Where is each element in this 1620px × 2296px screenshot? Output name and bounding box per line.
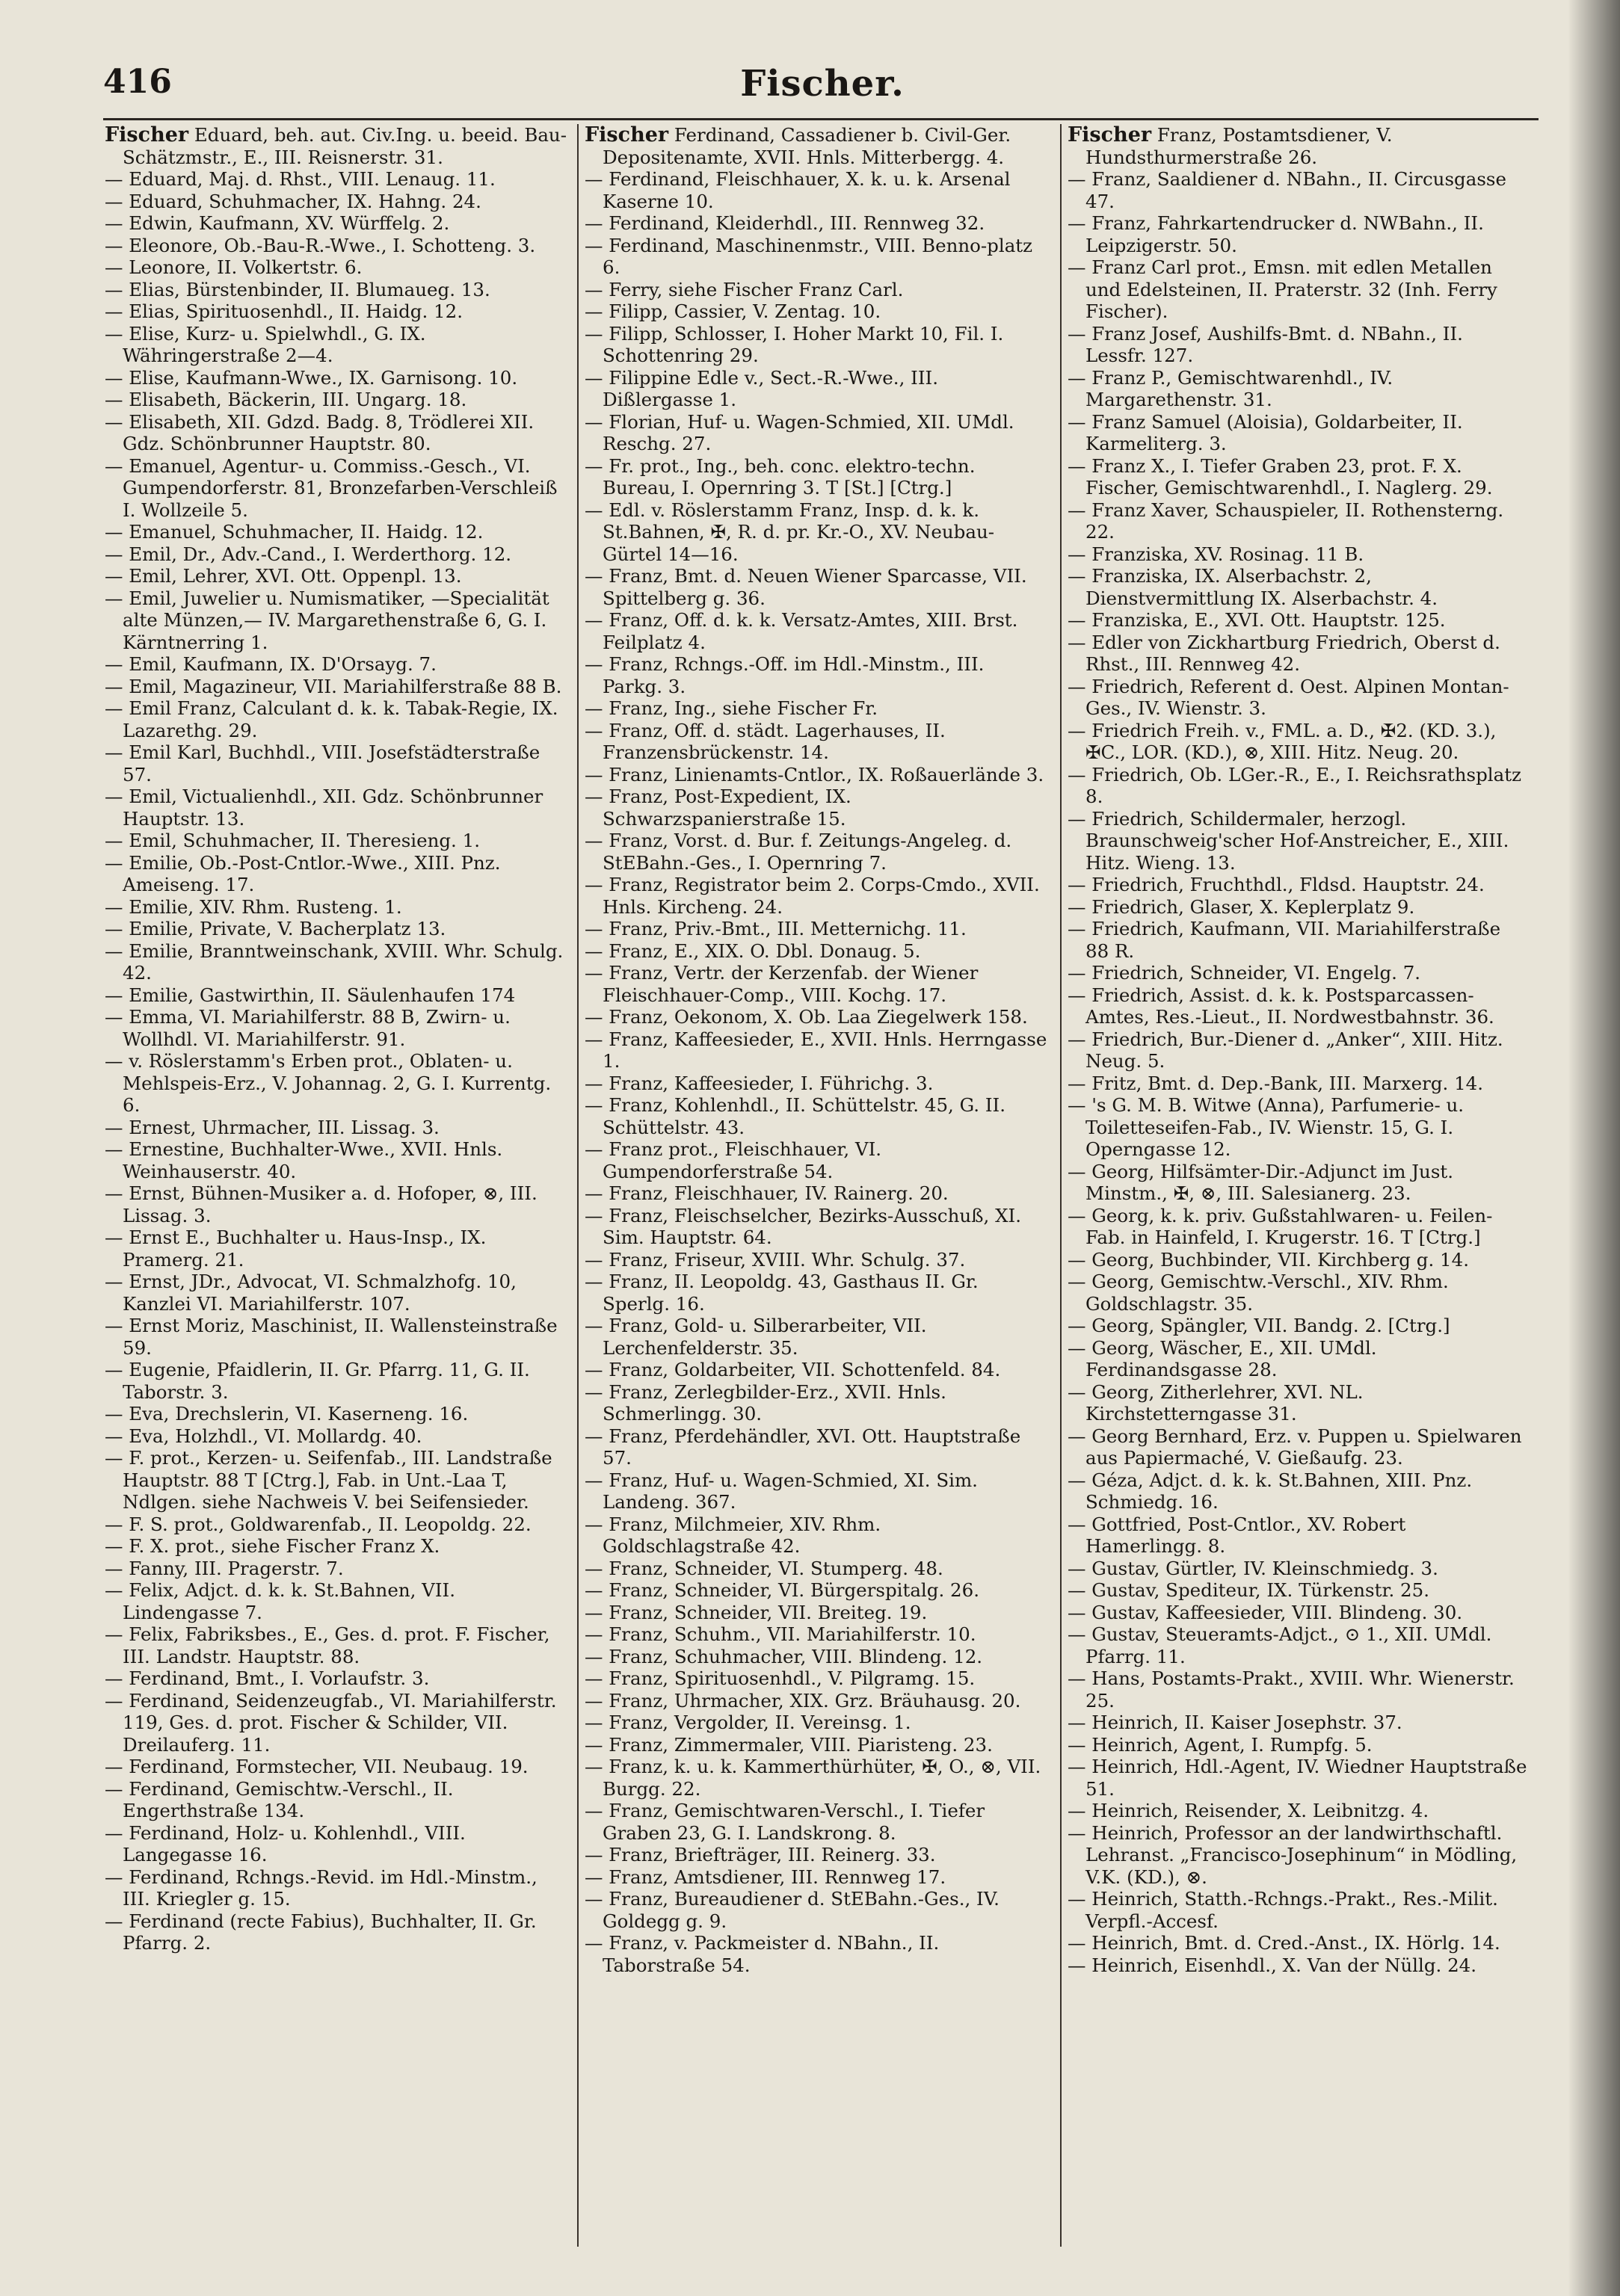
directory-entry: — Filipp, Cassier, V. Zentag. 10.	[585, 300, 881, 322]
directory-entry: — Emil, Kaufmann, IX. D'Orsayg. 7.	[105, 653, 437, 675]
directory-entry: — Franz Josef, Aushilfs-Bmt. d. NBahn., II. Lessfr. 127.	[1068, 322, 1463, 366]
directory-entry: — Franziska, XV. Rosinag. 11 B.	[1068, 543, 1364, 565]
directory-entry: — Franz, Bureaudiener d. StEBahn.-Ges., IV. Goldegg g. 9.	[585, 1888, 1000, 1932]
directory-entry: — Friedrich, Ob. LGer.-R., E., I. Reichsrathsplatz 8.	[1068, 763, 1521, 807]
directory-entry: — Heinrich, Hdl.-Agent, IV. Wiedner Hauptstraße 51.	[1068, 1756, 1527, 1800]
page-heading: Fischer.	[740, 63, 905, 105]
directory-entry: — Gustav, Spediteur, IX. Türkenstr. 25.	[1068, 1579, 1430, 1601]
directory-entry: — Georg, Buchbinder, VII. Kirchberg g. 14.	[1068, 1248, 1470, 1271]
directory-entry: — Friedrich, Kaufmann, VII. Mariahilferstraße 88 R.	[1068, 918, 1501, 962]
directory-entry: — Franz, Kaffeesieder, I. Führichg. 3.	[585, 1072, 934, 1094]
directory-entry: — Elias, Spirituosenhdl., II. Haidg. 12.	[105, 300, 463, 322]
directory-entry: Fischer Eduard, beh. aut. Civ.Ing. u. beeid. Bau-Schätzmstr., E., III. Reisnerstr. 31.	[105, 123, 567, 168]
directory-entry: — Gottfried, Post-Cntlor., XV. Robert Hamerlingg. 8.	[1068, 1513, 1406, 1557]
directory-entry: — Georg, k. k. priv. Gußstahlwaren- u. Feilen-Fab. in Hainfeld, I. Krugerstr. 16. T [Ctrg.]	[1068, 1204, 1493, 1248]
directory-entry: — Emanuel, Schuhmacher, II. Haidg. 12.	[105, 521, 484, 543]
directory-entry: — Franz, Post-Expedient, IX. Schwarzspanierstraße 15.	[585, 786, 851, 830]
surname-heading: Fischer	[105, 123, 189, 146]
directory-entry: — Eduard, Schuhmacher, IX. Hahng. 24.	[105, 190, 481, 212]
directory-entry: — Ferdinand, Rchngs.-Revid. im Hdl.-Minstm., III. Kriegler g. 15.	[105, 1866, 538, 1910]
directory-entry: — Ferdinand, Kleiderhdl., III. Rennweg 32.	[585, 212, 985, 234]
directory-entry: — Franz, Amtsdiener, III. Rennweg 17.	[585, 1866, 946, 1888]
directory-entry: — Géza, Adjct. d. k. k. St.Bahnen, XIII. Pnz. Schmiedg. 16.	[1068, 1469, 1473, 1513]
directory-entry: — 's G. M. B. Witwe (Anna), Parfumerie- u. Toiletteseifen-Fab., IV. Wienstr. 15, G. I. Operngasse 12.	[1068, 1094, 1465, 1160]
directory-entry: — Friedrich, Schildermaler, herzogl. Braunschweig'scher Hof-Anstreicher, E., XIII. Hitz. Wieng. 13.	[1068, 807, 1509, 874]
directory-entry: — Emma, VI. Mariahilferstr. 88 B, Zwirn- u. Wollhdl. VI. Mariahilferstr. 91.	[105, 1006, 511, 1050]
directory-entry: — Franz, v. Packmeister d. NBahn., II. Taborstraße 54.	[585, 1932, 940, 1976]
directory-entry: — Heinrich, Statth.-Rchngs.-Prakt., Res.-Milit. Verpfl.-Accesf.	[1068, 1888, 1498, 1932]
directory-entry: — Franz, Pferdehändler, XVI. Ott. Hauptstraße 57.	[585, 1425, 1021, 1469]
directory-entry: — Heinrich, Agent, I. Rumpfg. 5.	[1068, 1733, 1373, 1756]
directory-entry: — Franziska, IX. Alserbachstr. 2, Dienstvermittlung IX. Alserbachstr. 4.	[1068, 565, 1438, 609]
directory-entry: — Fr. prot., Ing., beh. conc. elektro-techn. Bureau, I. Opernring 3. T [St.] [Ctrg.]	[585, 454, 976, 499]
directory-entry: — Franz, Spirituosenhdl., V. Pilgramg. 15.	[585, 1667, 976, 1689]
directory-entry: — Ernst E., Buchhalter u. Haus-Insp., IX. Pramerg. 21.	[105, 1226, 487, 1271]
directory-entry: — Franz Xaver, Schauspieler, II. Rothensterng. 22.	[1068, 499, 1504, 543]
directory-entry: — Friedrich, Referent d. Oest. Alpinen Montan-Ges., IV. Wienstr. 3.	[1068, 675, 1509, 719]
directory-entry: — Georg, Hilfsämter-Dir.-Adjunct im Just. Minstm., ✠, ⊗, III. Salesianerg. 23.	[1068, 1160, 1454, 1204]
directory-entry: — Friedrich, Assist. d. k. k. Postsparcassen-Amtes, Res.-Lieut., II. Nordwestbahnstr. 36.	[1068, 984, 1494, 1028]
directory-entry: — Ferdinand, Gemischtw.-Verschl., II. Engerthstraße 134.	[105, 1777, 454, 1821]
directory-entry: — F. prot., Kerzen- u. Seifenfab., III. Landstraße Hauptstr. 88 T [Ctrg.], Fab. in Unt.-Laa T, Ndlgen. siehe Nachweis V. bei Seifensieder.	[105, 1447, 552, 1513]
directory-entry: — Ferry, siehe Fischer Franz Carl.	[585, 278, 904, 300]
directory-entry: — Ferdinand, Formstecher, VII. Neubaug. 19.	[105, 1756, 529, 1777]
directory-entry: — Franz, Vertr. der Kerzenfab. der Wiener Fleischhauer-Comp., VIII. Kochg. 17.	[585, 962, 979, 1006]
directory-entry: — Franz, Zerlegbilder-Erz., XVII. Hnls. Schmerlingg. 30.	[585, 1380, 946, 1425]
directory-entry: — Emanuel, Agentur- u. Commiss.-Gesch., VI. Gumpendorferstr. 81, Bronzefarben-Verschleiß I. Wollzeile 5.	[105, 454, 558, 521]
directory-entry: — Gustav, Steueramts-Adjct., ⊙ 1., XII. UMdl. Pfarrg. 11.	[1068, 1623, 1492, 1667]
directory-entry: — Franz, Kaffeesieder, E., XVII. Hnls. Herrngasse 1.	[585, 1028, 1047, 1072]
directory-entry: — Franz, Vergolder, II. Vereinsg. 1.	[585, 1712, 911, 1733]
directory-entry: — Georg, Wäscher, E., XII. UMdl. Ferdinandsgasse 28.	[1068, 1336, 1377, 1380]
directory-entry: — Franz, Kohlenhdl., II. Schüttelstr. 45, G. II. Schüttelstr. 43.	[585, 1094, 1006, 1138]
directory-entry: — Heinrich, Eisenhdl., X. Van der Nüllg. 24.	[1068, 1954, 1477, 1976]
directory-entry: — Edwin, Kaufmann, XV. Würffelg. 2.	[105, 212, 450, 234]
directory-entry: — Elisabeth, XII. Gdzd. Badg. 8, Trödlerei XII. Gdz. Schönbrunner Hauptstr. 80.	[105, 410, 535, 454]
directory-entry: — Elise, Kaufmann-Wwe., IX. Garnisong. 10.	[105, 366, 518, 389]
directory-entry: — Ernestine, Buchhalter-Wwe., XVII. Hnls. Weinhauserstr. 40.	[105, 1138, 503, 1182]
directory-entry: Fischer Ferdinand, Cassadiener b. Civil-Ger. Depositenamte, XVII. Hnls. Mitterbergg. 4.	[585, 123, 1011, 168]
directory-entry: — Franz, Fleischselcher, Bezirks-Ausschuß, XI. Sim. Hauptstr. 64.	[585, 1204, 1022, 1248]
column-left	[105, 124, 568, 1954]
directory-entry: — Ferdinand, Seidenzeugfab., VI. Mariahilferstr. 119, Ges. d. prot. Fischer & Schilder, VII. Dreilauferg. 11.	[105, 1689, 557, 1756]
directory-entry: — Franz, Off. d. städt. Lagerhauses, II. Franzensbrückenstr. 14.	[585, 719, 946, 763]
directory-entry: — Eduard, Maj. d. Rhst., VIII. Lenaug. 11.	[105, 168, 496, 190]
directory-entry: — F. S. prot., Goldwarenfab., II. Leopoldg. 22.	[105, 1513, 532, 1535]
column-divider	[577, 124, 579, 2247]
directory-entry: — Emil, Juwelier u. Numismatiker, —Specialität alte Münzen,— IV. Margarethenstraße 6, G. I. Kärntnerring 1.	[105, 587, 549, 653]
directory-entry: — Friedrich, Glaser, X. Keplerplatz 9.	[1068, 895, 1415, 918]
directory-entry: — Eleonore, Ob.-Bau-R.-Wwe., I. Schotteng. 3.	[105, 234, 536, 256]
directory-entry: — Franz, Schneider, VI. Stumperg. 48.	[585, 1557, 943, 1579]
directory-entry: — Heinrich, Reisender, X. Leibnitzg. 4.	[1068, 1800, 1429, 1821]
directory-entry: — Franz, Gold- u. Silberarbeiter, VII. Lerchenfelderstr. 35.	[585, 1315, 927, 1359]
directory-entry: — Gustav, Gürtler, IV. Kleinschmiedg. 3.	[1068, 1557, 1438, 1579]
directory-entry: — Ferdinand, Bmt., I. Vorlaufstr. 3.	[105, 1667, 430, 1689]
surname-heading: Fischer	[585, 123, 669, 146]
directory-entry: — Franz, E., XIX. O. Dbl. Donaug. 5.	[585, 939, 921, 962]
directory-entry: — Eugenie, Pfaidlerin, II. Gr. Pfarrg. 11, G. II. Taborstr. 3.	[105, 1359, 530, 1403]
directory-entry: — Emilie, Ob.-Post-Cntlor.-Wwe., XIII. Pnz. Ameiseng. 17.	[105, 851, 501, 895]
directory-entry: — Franz, Zimmermaler, VIII. Piaristeng. 23.	[585, 1733, 993, 1756]
directory-entry: — Emil Franz, Calculant d. k. k. Tabak-Regie, IX. Lazarethg. 29.	[105, 697, 558, 741]
directory-entry: — Franz, Goldarbeiter, VII. Schottenfeld. 84.	[585, 1359, 1001, 1380]
directory-entry: — Franz, Linienamts-Cntlor., IX. Roßauerlände 3.	[585, 763, 1044, 786]
directory-entry: — Filippine Edle v., Sect.-R.-Wwe., III. Dißlergasse 1.	[585, 366, 938, 410]
directory-entry: — Emil, Dr., Adv.-Cand., I. Werderthorg. 12.	[105, 543, 512, 565]
directory-entry: — Franz, Bmt. d. Neuen Wiener Sparcasse, VII. Spittelberg g. 36.	[585, 565, 1027, 609]
directory-entry: — Franz, Oekonom, X. Ob. Laa Ziegelwerk 158.	[585, 1006, 1028, 1028]
directory-entry: — Franz Carl prot., Emsn. mit edlen Metallen und Edelsteinen, II. Praterstr. 32 (Inh. Ferry Fischer).	[1068, 256, 1497, 322]
directory-entry: — Friedrich, Bur.-Diener d. „Anker“, XIII. Hitz. Neug. 5.	[1068, 1028, 1503, 1072]
directory-entry: — Gustav, Kaffeesieder, VIII. Blindeng. 30.	[1068, 1601, 1463, 1623]
directory-entry: — Franz P., Gemischtwarenhdl., IV. Margarethenstr. 31.	[1068, 366, 1393, 410]
directory-entry: — Heinrich, Professor an der landwirthschaftl. Lehranst. „Francisco-Josephinum“ in Mödling, V.K. (KD.), ⊗.	[1068, 1821, 1518, 1888]
directory-entry: — Florian, Huf- u. Wagen-Schmied, XII. UMdl. Reschg. 27.	[585, 410, 1014, 454]
directory-entry: — Emilie, Branntweinschank, XVIII. Whr. Schulg. 42.	[105, 939, 564, 984]
directory-entry: — Franz, Schuhm., VII. Mariahilferstr. 10.	[585, 1623, 976, 1645]
directory-entry: — Edl. v. Röslerstamm Franz, Insp. d. k. k. St.Bahnen, ✠, R. d. pr. Kr.-O., XV. Neubau-Gürtel 14—16.	[585, 499, 994, 565]
directory-entry: — Elise, Kurz- u. Spielwhdl., G. IX. Währingerstraße 2—4.	[105, 322, 426, 366]
directory-entry: — Friedrich Freih. v., FML. a. D., ✠2. (KD. 3.), ✠C., LOR. (KD.), ⊗, XIII. Hitz. Neug. 20.	[1068, 719, 1497, 763]
directory-entry: — Georg, Spängler, VII. Bandg. 2. [Ctrg.]	[1068, 1315, 1450, 1336]
directory-entry: — Felix, Adjct. d. k. k. St.Bahnen, VII. Lindengasse 7.	[105, 1579, 456, 1623]
directory-entry: — Georg, Gemischtw.-Verschl., XIV. Rhm. Goldschlagstr. 35.	[1068, 1271, 1449, 1315]
column-right	[1068, 124, 1527, 1976]
directory-entry: — v. Röslerstamm's Erben prot., Oblaten- u. Mehlspeis-Erz., V. Johannag. 2, G. I. Kurrentg. 6.	[105, 1050, 552, 1116]
directory-entry: — Ferdinand, Fleischhauer, X. k. u. k. Arsenal Kaserne 10.	[585, 168, 1011, 212]
directory-entry: — Franz, Priv.-Bmt., III. Metternichg. 11.	[585, 918, 967, 939]
directory-entry: — Filipp, Schlosser, I. Hoher Markt 10, Fil. I. Schottenring 29.	[585, 322, 1004, 366]
directory-entry: — Franz, Schneider, VI. Bürgerspitalg. 26.	[585, 1579, 979, 1601]
directory-entry: — Franz, Uhrmacher, XIX. Grz. Bräuhausg. 20.	[585, 1689, 1021, 1712]
directory-entry: — Franz, Fleischhauer, IV. Rainerg. 20.	[585, 1182, 949, 1204]
directory-entry: — Heinrich, II. Kaiser Josephstr. 37.	[1068, 1712, 1402, 1733]
header-rule	[103, 118, 1539, 120]
directory-entry: — Franz, k. u. k. Kammerthürhüter, ✠, O., ⊗, VII. Burgg. 22.	[585, 1756, 1041, 1800]
directory-entry: — Franz, II. Leopoldg. 43, Gasthaus II. Gr. Sperlg. 16.	[585, 1271, 979, 1315]
directory-entry: — Felix, Fabriksbes., E., Ges. d. prot. F. Fischer, III. Landstr. Hauptstr. 88.	[105, 1623, 550, 1667]
directory-entry: — Friedrich, Schneider, VI. Engelg. 7.	[1068, 962, 1421, 984]
directory-entry: — Heinrich, Bmt. d. Cred.-Anst., IX. Hörlg. 14.	[1068, 1932, 1500, 1954]
directory-entry: — Emilie, XIV. Rhm. Rusteng. 1.	[105, 895, 402, 918]
directory-entry: — Emil Karl, Buchhdl., VIII. Josefstädterstraße 57.	[105, 741, 540, 786]
directory-entry: — Franz, Briefträger, III. Reinerg. 33.	[585, 1844, 936, 1866]
directory-entry: — Emilie, Private, V. Bacherplatz 13.	[105, 918, 446, 939]
directory-entry: — Georg, Zitherlehrer, XVI. NL. Kirchstetterngasse 31.	[1068, 1380, 1364, 1425]
directory-entry: — Franz prot., Fleischhauer, VI. Gumpendorferstraße 54.	[585, 1138, 882, 1182]
directory-entry: — F. X. prot., siehe Fischer Franz X.	[105, 1535, 440, 1557]
directory-entry: — Franz, Saaldiener d. NBahn., II. Circusgasse 47.	[1068, 168, 1506, 212]
directory-entry: — Ernst Moriz, Maschinist, II. Wallensteinstraße 59.	[105, 1315, 558, 1359]
directory-entry: — Franz, Fahrkartendrucker d. NWBahn., II. Leipzigerstr. 50.	[1068, 212, 1484, 256]
directory-entry: — Franz Samuel (Aloisia), Goldarbeiter, II. Karmeliterg. 3.	[1068, 410, 1463, 454]
directory-entry: — Franz, Milchmeier, XIV. Rhm. Goldschlagstraße 42.	[585, 1513, 881, 1557]
directory-entry: — Franz, Huf- u. Wagen-Schmied, XI. Sim. Landeng. 367.	[585, 1469, 978, 1513]
column-divider	[1060, 124, 1062, 2247]
directory-entry: — Franz, Vorst. d. Bur. f. Zeitungs-Angeleg. d. StEBahn.-Ges., I. Opernring 7.	[585, 830, 1012, 874]
directory-entry: — Eva, Drechslerin, VI. Kaserneng. 16.	[105, 1403, 469, 1425]
directory-entry: — Emilie, Gastwirthin, II. Säulenhaufen 174	[105, 984, 516, 1006]
directory-entry: — Fanny, III. Pragerstr. 7.	[105, 1557, 344, 1579]
directory-entry: — Emil, Victualienhdl., XII. Gdz. Schönbrunner Hauptstr. 13.	[105, 786, 543, 830]
directory-entry: — Leonore, II. Volkertstr. 6.	[105, 256, 363, 278]
page-number: 416	[103, 63, 172, 101]
directory-entry: — Ferdinand, Holz- u. Kohlenhdl., VIII. Langegasse 16.	[105, 1821, 466, 1866]
directory-entry: — Franz, Ing., siehe Fischer Fr.	[585, 697, 878, 719]
column-middle	[585, 124, 1048, 1976]
directory-entry: — Eva, Holzhdl., VI. Mollardg. 40.	[105, 1425, 422, 1447]
surname-heading: Fischer	[1068, 123, 1152, 146]
directory-entry: — Edler von Zickhartburg Friedrich, Oberst d. Rhst., III. Rennweg 42.	[1068, 631, 1500, 675]
directory-entry: Fischer Franz, Postamtsdiener, V. Hundsthurmerstraße 26.	[1068, 123, 1393, 168]
directory-entry: — Elias, Bürstenbinder, II. Blumaueg. 13.	[105, 278, 490, 300]
directory-entry: — Emil, Schuhmacher, II. Theresieng. 1.	[105, 830, 481, 851]
directory-entry: — Ernst, JDr., Advocat, VI. Schmalzhofg. 10, Kanzlei VI. Mariahilferstr. 107.	[105, 1271, 517, 1315]
directory-entry: — Franz, Friseur, XVIII. Whr. Schulg. 37.	[585, 1248, 966, 1271]
directory-entry: — Ernest, Uhrmacher, III. Lissag. 3.	[105, 1116, 440, 1138]
directory-entry: — Franz, Rchngs.-Off. im Hdl.-Minstm., III. Parkg. 3.	[585, 653, 985, 697]
directory-entry: — Franz, Registrator beim 2. Corps-Cmdo., XVII. Hnls. Kircheng. 24.	[585, 874, 1040, 918]
directory-entry: — Ernst, Bühnen-Musiker a. d. Hofoper, ⊗, III. Lissag. 3.	[105, 1182, 538, 1226]
directory-entry: — Franz, Off. d. k. k. Versatz-Amtes, XIII. Brst. Feilplatz 4.	[585, 609, 1018, 653]
directory-entry: — Friedrich, Fruchthdl., Fldsd. Hauptstr. 24.	[1068, 874, 1485, 895]
directory-entry: — Franz, Gemischtwaren-Verschl., I. Tiefer Graben 23, G. I. Landskrong. 8.	[585, 1800, 985, 1844]
directory-entry: — Ferdinand, Maschinenmstr., VIII. Benno-platz 6.	[585, 234, 1033, 278]
directory-entry: — Franz, Schuhmacher, VIII. Blindeng. 12.	[585, 1645, 983, 1667]
directory-entry: — Hans, Postamts-Prakt., XVIII. Whr. Wienerstr. 25.	[1068, 1667, 1515, 1712]
page-edge-shadow	[1568, 0, 1620, 2296]
directory-entry: — Emil, Magazineur, VII. Mariahilferstraße 88 B.	[105, 675, 562, 697]
directory-entry: — Emil, Lehrer, XVI. Ott. Oppenpl. 13.	[105, 565, 462, 587]
directory-entry: — Georg Bernhard, Erz. v. Puppen u. Spielwaren aus Papiermaché, V. Gießaufg. 23.	[1068, 1425, 1522, 1469]
directory-entry: — Fritz, Bmt. d. Dep.-Bank, III. Marxerg. 14.	[1068, 1072, 1484, 1094]
directory-entry: — Franziska, E., XVI. Ott. Hauptstr. 125.	[1068, 609, 1446, 631]
directory-entry: — Franz X., I. Tiefer Graben 23, prot. F. X. Fischer, Gemischtwarenhdl., I. Naglerg. 29.	[1068, 454, 1493, 499]
directory-entry: — Franz, Schneider, VII. Breiteg. 19.	[585, 1601, 928, 1623]
directory-entry: — Ferdinand (recte Fabius), Buchhalter, II. Gr. Pfarrg. 2.	[105, 1910, 537, 1954]
directory-entry: — Elisabeth, Bäckerin, III. Ungarg. 18.	[105, 389, 467, 410]
